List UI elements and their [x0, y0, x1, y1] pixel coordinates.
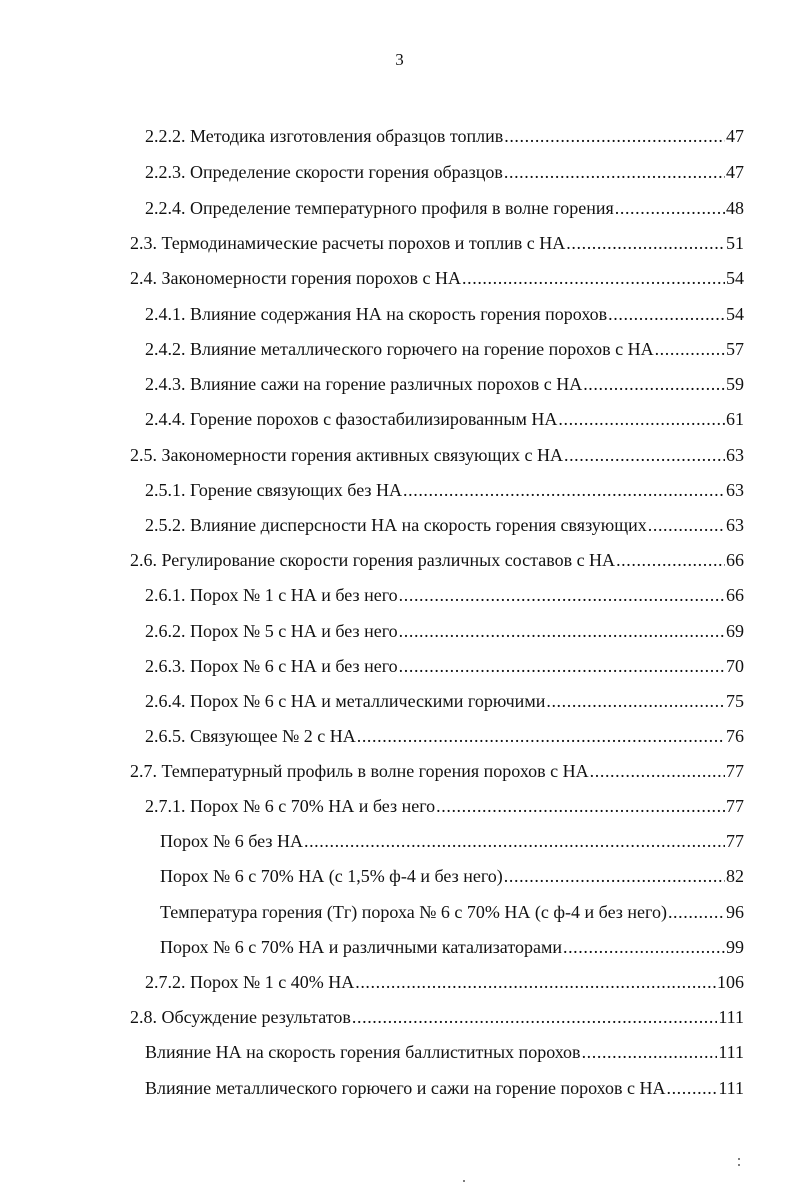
dot-leader	[399, 619, 725, 643]
dot-leader	[655, 337, 725, 361]
entry-title: 2.2.2. Методика изготовления образцов топлив	[145, 126, 504, 146]
entry-page: 66	[726, 550, 744, 570]
entry-page: 63	[726, 515, 744, 535]
entry-page: 69	[726, 621, 744, 641]
entry-page: 76	[726, 726, 744, 746]
toc-entry	[145, 160, 744, 184]
page-number: 3	[395, 50, 404, 69]
dot-leader	[304, 829, 725, 853]
entry-title: 2.5.2. Влияние дисперсности НА на скорость горения связующих	[145, 515, 647, 535]
dot-leader	[608, 302, 725, 326]
entry-title: 2.4.1. Влияние содержания НА на скорость горения порохов	[145, 304, 608, 324]
toc-entry	[160, 935, 744, 959]
entry-title: 2.6.5. Связующее № 2 с НА	[145, 726, 356, 746]
entry-title: 2.6. Регулирование скорости горения различных составов с НА	[130, 550, 616, 570]
entry-page: 70	[726, 656, 744, 676]
entry-title: Порох № 6 без НА	[160, 831, 303, 851]
entry-title: 2.5.1. Горение связующих без НА	[145, 480, 403, 500]
dot-leader	[582, 1040, 718, 1064]
entry-page: 54	[726, 268, 744, 288]
toc-entry	[145, 302, 744, 326]
entry-page: 111	[718, 1042, 744, 1062]
dot-leader	[563, 935, 725, 959]
toc-entry	[145, 619, 744, 643]
toc-entry	[130, 548, 744, 572]
entry-page: 77	[726, 761, 744, 781]
entry-title: 2.4. Закономерности горения порохов с НА	[130, 268, 462, 288]
toc-entry	[145, 337, 744, 361]
dot-leader	[668, 900, 725, 924]
entry-title: 2.6.2. Порох № 5 с НА и без него	[145, 621, 398, 641]
entry-page: 66	[726, 585, 744, 605]
entry-title: 2.4.2. Влияние металлического горючего на горение порохов с НА	[145, 339, 654, 359]
toc-entry	[130, 266, 744, 290]
toc-entry	[145, 478, 744, 502]
toc-entry	[160, 900, 744, 924]
entry-page: 47	[726, 162, 744, 182]
entry-page: 63	[726, 445, 744, 465]
entry-title: 2.6.3. Порох № 6 с НА и без него	[145, 656, 398, 676]
entry-title: 2.7.2. Порох № 1 с 40% НА	[145, 972, 355, 992]
scan-speck	[738, 1164, 740, 1166]
dot-leader	[564, 443, 725, 467]
dot-leader	[615, 196, 725, 220]
dot-leader	[583, 372, 725, 396]
entry-title: 2.7. Температурный профиль в волне горения порохов с НА	[130, 761, 589, 781]
toc-entry	[145, 1040, 744, 1064]
dot-leader	[462, 266, 725, 290]
entry-page: 47	[726, 126, 744, 146]
dot-leader	[546, 689, 725, 713]
dot-leader	[566, 231, 725, 255]
dot-leader	[357, 724, 725, 748]
toc-entry	[145, 724, 744, 748]
dot-leader	[616, 548, 725, 572]
entry-page: 77	[726, 831, 744, 851]
toc-entry	[145, 583, 744, 607]
toc-entry	[145, 689, 744, 713]
toc-entry	[145, 196, 744, 220]
dot-leader	[403, 478, 725, 502]
dot-leader	[399, 583, 725, 607]
toc-entry	[160, 829, 744, 853]
toc-entry	[145, 407, 744, 431]
entry-title: 2.3. Термодинамические расчеты порохов и топлив с НА	[130, 233, 566, 253]
entry-page: 77	[726, 796, 744, 816]
dot-leader	[399, 654, 725, 678]
entry-page: 63	[726, 480, 744, 500]
entry-title: Порох № 6 с 70% НА и различными катализаторами	[160, 937, 562, 957]
dot-leader	[648, 513, 725, 537]
entry-title: 2.6.4. Порох № 6 с НА и металлическими горючими	[145, 691, 546, 711]
entry-title: Влияние НА на скорость горения баллиститных порохов	[145, 1042, 581, 1062]
toc-entry	[145, 1076, 744, 1100]
entry-page: 61	[726, 409, 744, 429]
toc-entry	[130, 1005, 744, 1029]
entry-page: 106	[717, 972, 744, 992]
entry-page: 48	[726, 198, 744, 218]
dot-leader	[666, 1076, 717, 1100]
toc-entry	[130, 443, 744, 467]
entry-title: 2.4.4. Горение порохов с фазостабилизированным НА	[145, 409, 558, 429]
entry-page: 99	[726, 937, 744, 957]
entry-page: 96	[726, 902, 744, 922]
dot-leader	[558, 407, 725, 431]
dot-leader	[352, 1005, 717, 1029]
toc-entry	[130, 231, 744, 255]
dot-leader	[504, 864, 725, 888]
entry-page: 59	[726, 374, 744, 394]
scan-speck	[463, 1180, 465, 1182]
toc-entry	[145, 794, 744, 818]
entry-title: 2.8. Обсуждение результатов	[130, 1007, 351, 1027]
entry-page: 111	[718, 1007, 744, 1027]
entry-title: 2.2.4. Определение температурного профиля в волне горения	[145, 198, 614, 218]
dot-leader	[355, 970, 716, 994]
toc-entry	[145, 970, 744, 994]
dot-leader	[504, 160, 725, 184]
entry-title: Порох № 6 с 70% НА (с 1,5% ф-4 и без него)	[160, 866, 503, 886]
toc-entry	[145, 372, 744, 396]
entry-title: 2.4.3. Влияние сажи на горение различных порохов с НА	[145, 374, 583, 394]
toc-entry	[160, 864, 744, 888]
entry-title: 2.5. Закономерности горения активных связующих с НА	[130, 445, 563, 465]
entry-page: 82	[726, 866, 744, 886]
toc-entry	[145, 513, 744, 537]
toc-entry	[145, 654, 744, 678]
entry-page: 57	[726, 339, 744, 359]
entry-title: 2.6.1. Порох № 1 с НА и без него	[145, 585, 398, 605]
dot-leader	[590, 759, 725, 783]
toc-entry	[145, 124, 744, 148]
dot-leader	[504, 124, 725, 148]
entry-title: 2.2.3. Определение скорости горения образцов	[145, 162, 503, 182]
scan-speck	[738, 1158, 740, 1160]
entry-title: 2.7.1. Порох № 6 с 70% НА и без него	[145, 796, 436, 816]
entry-page: 51	[726, 233, 744, 253]
entry-page: 75	[726, 691, 744, 711]
entry-page: 111	[718, 1078, 744, 1098]
dot-leader	[436, 794, 725, 818]
entry-title: Температура горения (Tг) пороха № 6 с 70% НА (с ф-4 и без него)	[160, 902, 667, 922]
toc-entry	[130, 759, 744, 783]
entry-title: Влияние металлического горючего и сажи на горение порохов с НА	[145, 1078, 666, 1098]
entry-page: 54	[726, 304, 744, 324]
